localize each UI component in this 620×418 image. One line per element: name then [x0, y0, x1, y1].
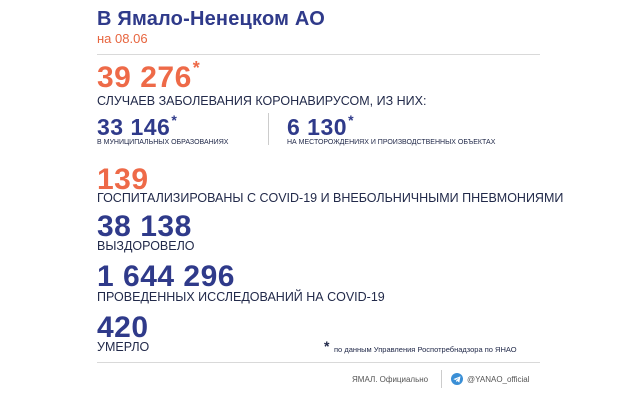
telegram-handle[interactable]: @YANAO_official — [467, 375, 530, 384]
bottom-divider — [97, 362, 540, 363]
field-cases-caption: НА МЕСТОРОЖДЕНИЯХ И ПРОИЗВОДСТВЕННЫХ ОБЪЕКТАХ — [287, 139, 496, 146]
brand-label: ЯМАЛ. Официально — [352, 375, 429, 384]
total-cases-number: 39 276 — [97, 61, 192, 94]
tests-caption: ПРОВЕДЕННЫХ ИССЛЕДОВАНИЙ НА COVID-19 — [97, 290, 385, 304]
deaths-caption: УМЕРЛО — [97, 340, 150, 354]
municipal-cases-caption: В МУНИЦИПАЛЬНЫХ ОБРАЗОВАНИЯХ — [97, 139, 229, 146]
telegram-icon — [451, 373, 463, 385]
hospitalized-caption: ГОСПИТАЛИЗИРОВАНЫ С COVID-19 И ВНЕБОЛЬНИЧНЫМИ ПНЕВМОНИЯМИ — [97, 191, 564, 205]
municipal-cases-asterisk: * — [171, 112, 178, 128]
municipal-cases-value — [97, 112, 178, 140]
total-cases-value — [97, 58, 201, 94]
field-cases-value — [287, 112, 355, 140]
footnote-asterisk: * — [324, 338, 330, 354]
recovered-caption: ВЫЗДОРОВЕЛО — [97, 239, 195, 253]
municipal-cases-number: 33 146 — [97, 114, 171, 140]
tests-value: 1 644 296 — [97, 260, 235, 293]
footer-divider — [441, 370, 442, 388]
field-cases-number: 6 130 — [287, 114, 348, 140]
field-cases-asterisk: * — [348, 112, 355, 128]
deaths-value: 420 — [97, 311, 149, 344]
top-divider — [97, 54, 540, 55]
total-cases-caption: СЛУЧАЕВ ЗАБОЛЕВАНИЯ КОРОНАВИРУСОМ, ИЗ НИХ: — [97, 94, 427, 108]
report-date: на 08.06 — [97, 31, 148, 46]
total-cases-asterisk: * — [192, 58, 201, 78]
column-divider — [268, 113, 269, 145]
hospitalized-value: 139 — [97, 163, 149, 196]
footnote-text: по данным Управления Роспотребнадзора по ЯНАО — [334, 345, 517, 354]
recovered-value: 38 138 — [97, 210, 192, 243]
page-title: В Ямало-Ненецком АО — [97, 8, 325, 30]
